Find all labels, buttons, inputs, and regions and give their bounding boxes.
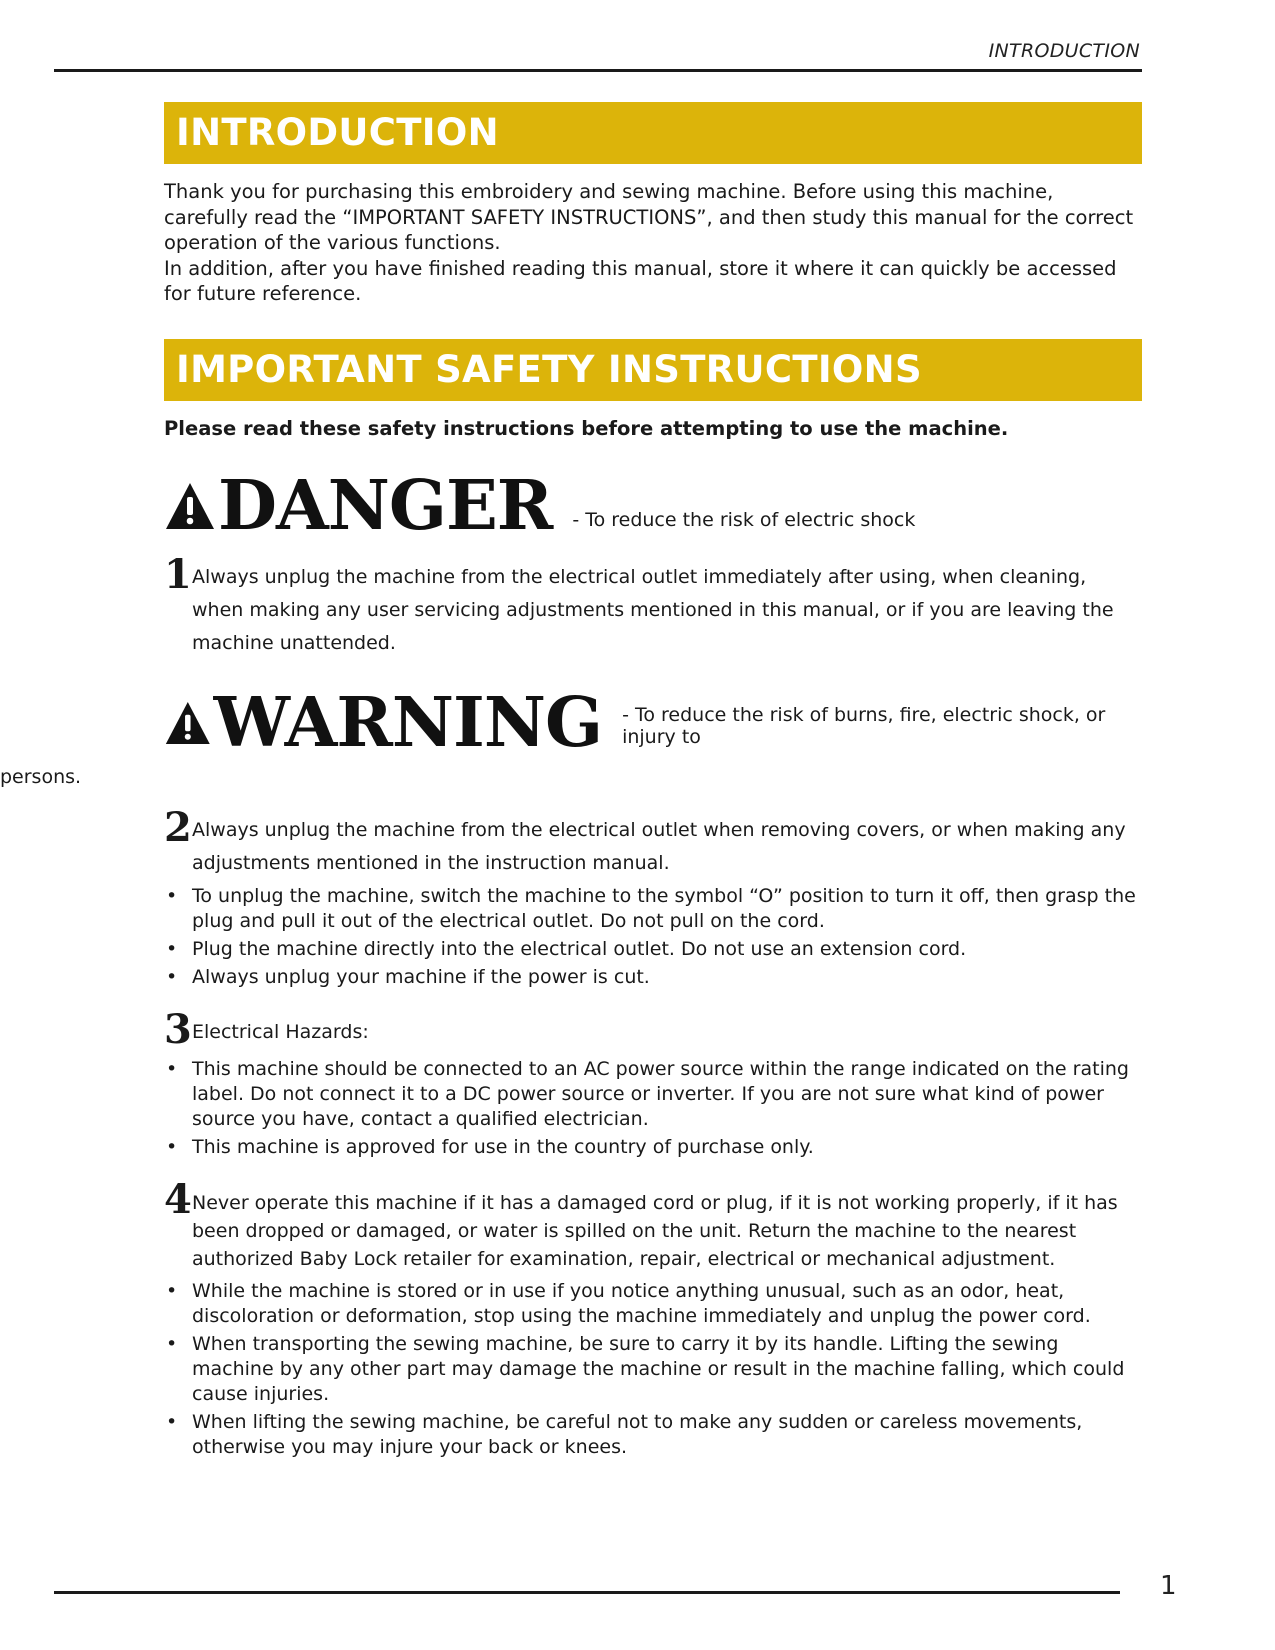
warning-description: - To reduce the risk of burns, fire, electric shock, or injury to xyxy=(622,703,1106,748)
warning-triangle-icon xyxy=(164,481,216,531)
intro-paragraph-1: Thank you for purchasing this embroidery and sewing machine. Before using this machine, carefully read the “IMPORTANT SAFETY INSTRUCTIONS”, and then study this manual for the correct operation of the various functions. xyxy=(164,180,1134,254)
item-2-bullets xyxy=(164,884,1142,990)
bullet-item: • This machine is approved for use in the country of purchase only. xyxy=(164,1135,1142,1160)
warning-triangle-icon xyxy=(164,698,212,748)
item-text: Electrical Hazards: xyxy=(192,1020,369,1043)
item-text: Always unplug the machine from the electrical outlet when removing covers, or when making any adjustments mentioned in the instruction manual. xyxy=(192,818,1126,874)
bottom-rule xyxy=(54,1591,1120,1594)
safety-item-3 xyxy=(164,1005,1142,1053)
top-rule xyxy=(54,69,1142,72)
page-number: 1 xyxy=(1160,1571,1177,1601)
bullet-item: • When lifting the sewing machine, be careful not to make any sudden or careless movements, otherwise you may injure your back or knees. xyxy=(164,1410,1142,1460)
bullet-item: • While the machine is stored or in use if you notice anything unusual, such as an odor, heat, discoloration or deformation, stop using the machine immediately and unplug the power cord. xyxy=(164,1279,1142,1329)
safety-lead: Please read these safety instructions before attempting to use the machine. xyxy=(164,416,1009,440)
item-number: 4 xyxy=(164,1175,192,1223)
bullet-item: • Always unplug your machine if the power is cut. xyxy=(164,965,1142,990)
intro-text xyxy=(164,179,1142,307)
item-4-bullets xyxy=(164,1279,1142,1460)
safety-item-2 xyxy=(164,803,1142,880)
running-head: INTRODUCTION xyxy=(988,40,1140,62)
bullet-item: • This machine should be connected to an AC power source within the range indicated on the rating label. Do not connect it to a DC power source or inverter. If you are not sure what kind of power source you have, contact a qualified electrician. xyxy=(164,1057,1142,1132)
section-title-introduction: INTRODUCTION xyxy=(164,102,1142,164)
item-text: Never operate this machine if it has a damaged cord or plug, if it is not working properly, if it has been dropped or damaged, or water is spilled on the unit. Return the machine to the nearest authorized Baby Lock retailer for examination, repair, electrical or mechanical adjustment. xyxy=(192,1191,1118,1270)
section-title-safety: IMPORTANT SAFETY INSTRUCTIONS xyxy=(164,339,1142,401)
danger-word: DANGER xyxy=(218,465,553,546)
safety-item-1 xyxy=(164,550,1142,660)
item-number: 1 xyxy=(164,550,192,598)
warning-description-continued: persons. xyxy=(0,765,82,788)
safety-item-4 xyxy=(164,1175,1142,1273)
bullet-item: • When transporting the sewing machine, be sure to carry it by its handle. Lifting the sewing machine by any other part may damage the machine or result in the machine falling, which could cause injuries. xyxy=(164,1332,1142,1407)
item-number: 3 xyxy=(164,1005,192,1053)
warning-heading xyxy=(164,682,1142,763)
intro-paragraph-2: In addition, after you have finished reading this manual, store it where it can quickly be accessed for future reference. xyxy=(164,256,1117,305)
danger-heading xyxy=(164,465,1142,546)
item-number: 2 xyxy=(164,803,192,851)
item-text: Always unplug the machine from the electrical outlet immediately after using, when cleaning, when making any user servicing adjustments mentioned in this manual, or if you are leaving the machine unattended. xyxy=(192,565,1114,654)
bullet-item: • Plug the machine directly into the electrical outlet. Do not use an extension cord. xyxy=(164,937,1142,962)
danger-description: - To reduce the risk of electric shock xyxy=(572,508,916,531)
warning-word: WARNING xyxy=(213,682,603,763)
item-3-bullets xyxy=(164,1057,1142,1160)
bullet-item: • To unplug the machine, switch the machine to the symbol “O” position to turn it off, then grasp the plug and pull it out of the electrical outlet. Do not pull on the cord. xyxy=(164,884,1142,934)
page-content xyxy=(0,102,1142,1463)
